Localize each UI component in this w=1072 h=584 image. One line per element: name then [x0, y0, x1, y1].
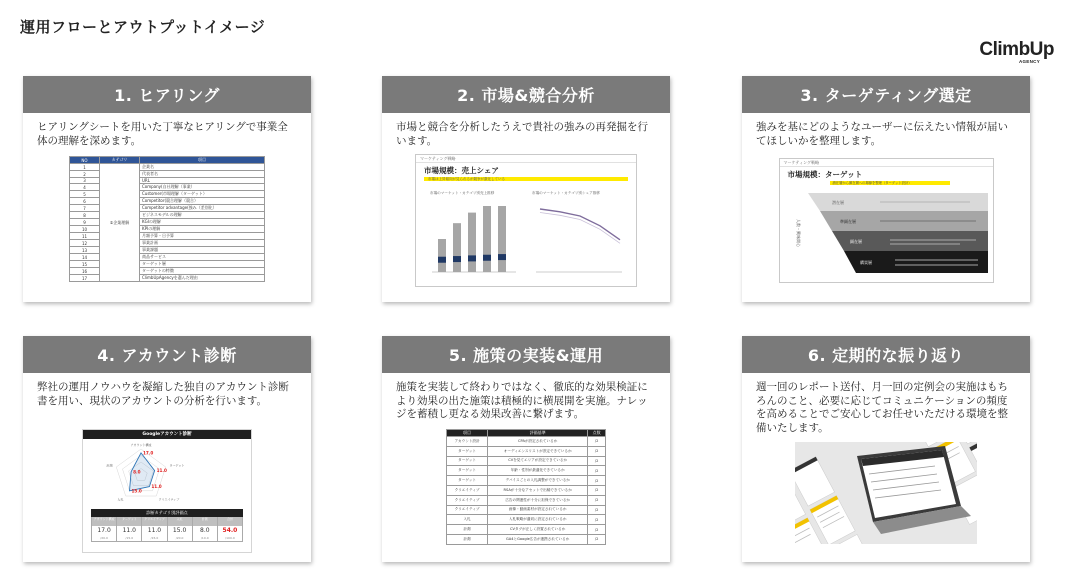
funnel-level-1-label: 潜在層 — [831, 200, 844, 205]
market-bar-segment — [453, 256, 461, 262]
table-row: 6 Competitor(競合理解（競合） — [70, 198, 265, 205]
table-row: 15 ターゲット層 — [70, 261, 265, 268]
step-card-account-diagnosis — [23, 336, 311, 562]
score-column-header: 合計 — [218, 517, 242, 526]
criteria-table-header: 点数 — [588, 430, 606, 437]
score-value: 15.0 — [172, 527, 187, 534]
step-card-hearing — [23, 76, 311, 302]
table-row: ターゲット CVを見てエリアが設定できているか /2 — [447, 456, 606, 466]
slide-title: 市場規模：ターゲット — [787, 170, 863, 179]
score-column — [168, 517, 193, 542]
right-chart-caption: 市場のマーケット・カテゴリ別シェア推移 — [532, 191, 600, 195]
report-documents-illustration — [795, 442, 977, 544]
score-column-header: アカウント構成 — [92, 517, 116, 526]
market-charts — [416, 186, 636, 286]
hearing-table-header: 項目 — [140, 157, 265, 164]
funnel-axis-label: 人数・興味関心 — [795, 219, 801, 247]
page-title: 運用フローとアウトプットイメージ — [20, 18, 266, 36]
table-row: クリエイティブ 広告の関連性が十分に担保できているか /2 — [447, 495, 606, 505]
table-row: 計測 GA4とGoogle広告が連携されているか /2 — [447, 534, 606, 544]
table-row: 3 URL — [70, 178, 265, 184]
slide-highlight: 潜在層から顕在層への導線を整理（ターゲット設計） — [830, 181, 950, 185]
score-column — [92, 517, 117, 542]
funnel-level-4-label: 購買層 — [859, 260, 872, 265]
hearing-table-header: カテゴリ — [100, 157, 140, 164]
market-bar-segment — [483, 255, 491, 261]
step-heading: 6. 定期的な振り返り — [742, 336, 1030, 373]
table-row: 8 ビジネスモデルの理解 — [70, 212, 265, 219]
market-bar-total — [483, 206, 491, 272]
score-value: 11.0 — [147, 527, 162, 534]
table-row: クリエイティブ RSAが十分なアセットで出稿できているか /2 — [447, 485, 606, 495]
score-max: /10.0 — [200, 536, 209, 540]
score-max: /15.0 — [150, 536, 159, 540]
radar-axis-label: 計測 — [106, 463, 113, 468]
score-max: /20.0 — [100, 536, 108, 540]
step-description: 強みを基にどのようなユーザーに伝えたい情報が届いてほしいかを整理します。 — [756, 121, 1008, 147]
table-row: 7 Competitor advantage(強み（差別化） — [70, 205, 265, 212]
table-row: 5 Customer(市場理解（ターゲット） — [70, 191, 265, 198]
criteria-table-header: 評価基準 — [488, 430, 588, 437]
target-funnel-slide-image — [779, 158, 994, 283]
score-column-header: ターゲット — [117, 517, 141, 526]
table-row: 10 KPIの理解 — [70, 226, 265, 233]
score-column — [117, 517, 142, 542]
table-row: 16 ターゲットの特徴 — [70, 268, 265, 275]
table-row: アカウント設計 CPAが設定されているか /2 — [447, 437, 606, 447]
logo-subtitle: AGENCY — [1018, 59, 1040, 64]
radar-axis-label: ターゲット — [169, 463, 185, 468]
score-column-header: 計測 — [193, 517, 217, 526]
funnel-level-2-label: 準顕在層 — [839, 219, 856, 224]
step-heading: 3. ターゲティング選定 — [742, 76, 1030, 113]
step-card-targeting — [742, 76, 1030, 302]
account-diagnosis-sheet-image — [82, 429, 252, 553]
climbup-agency-logo — [979, 40, 1054, 64]
slide-topbar: マーケティング戦略 — [780, 159, 993, 167]
hearing-table-header: NO — [70, 157, 100, 164]
radar-value-label: 8.0 — [133, 469, 141, 475]
table-row: ターゲット オーディエンスリストが設定できているか /2 — [447, 446, 606, 456]
score-column-header: クリエイティブ — [142, 517, 166, 526]
radar-value-label: 17.0 — [143, 450, 154, 456]
left-chart-caption: 市場のマーケット・カテゴリ別売上推移 — [430, 191, 495, 195]
diagnosis-sheet-title: Googleアカウント診断 — [83, 430, 251, 439]
radar-axis-label: アカウント構成 — [130, 443, 152, 447]
share-trend-line-secondary — [540, 213, 620, 244]
table-row: 17 ClimbUpAgencyを選んだ理由 — [70, 275, 265, 282]
table-row: 9 KGIの理解 — [70, 219, 265, 226]
score-column-header: 入札 — [168, 517, 192, 526]
market-bar-total — [453, 223, 461, 272]
score-column — [142, 517, 167, 542]
criteria-table-header: 項目 — [447, 430, 488, 437]
table-row: 2 代表者名 — [70, 171, 265, 178]
market-bar-segment — [498, 254, 506, 260]
hearing-sheet-table — [69, 156, 265, 282]
table-row: 4 Company(自社理解（事業） — [70, 184, 265, 191]
table-row: 13 事業課題 — [70, 247, 265, 254]
step-description: 弊社の運用ノウハウを凝縮した独自のアカウント診断書を用い、現状のアカウントの分析を行います。 — [37, 381, 289, 407]
step-card-market-analysis — [382, 76, 670, 302]
market-bar-segment — [438, 257, 446, 263]
table-row: ターゲット デバイスごとの入札調整ができているか /2 — [447, 476, 606, 486]
score-max: /15.0 — [125, 536, 134, 540]
table-row: 12 事業計画 — [70, 240, 265, 247]
target-funnel-diagram — [780, 189, 993, 283]
score-value: 17.0 — [97, 527, 111, 534]
score-max: /100.0 — [225, 536, 235, 540]
step-description: 施策を実装して終わりではなく、徹底的な効果検証により効果の出た施策は積極的に横展開を実施。ナレッジを蓄積し更なる効果改善に繋げます。 — [396, 381, 648, 420]
table-row: クリエイティブ 画像・動画素材が設定されているか /2 — [447, 505, 606, 515]
logo-wordmark: ClimbUp — [979, 39, 1054, 60]
market-bar-segment — [468, 255, 476, 261]
table-row: ターゲット 年齢・性別が最適化できているか /2 — [447, 466, 606, 476]
table-row: 11 月額予算・日予算 — [70, 233, 265, 240]
step-heading: 1. ヒアリング — [23, 76, 311, 113]
score-value: 54.0 — [222, 527, 238, 534]
score-max: /20.0 — [175, 536, 184, 540]
step-description: ヒアリングシートを用いた丁寧なヒアリングで事業全体の理解を深めます。 — [37, 121, 288, 147]
step-card-implementation — [382, 336, 670, 562]
table-row: 入札 入札戦略が適切に設定されているか /2 — [447, 515, 606, 525]
slide-topbar: マーケティング戦略 — [416, 155, 636, 163]
step-heading: 5. 施策の実装&運用 — [382, 336, 670, 373]
radar-axis-label: クリエイティブ — [158, 497, 180, 502]
table-row: 計測 CVタグが正しく設置されているか /2 — [447, 525, 606, 535]
radar-axis-label: 入札 — [117, 497, 124, 502]
step-description: 市場と競合を分析したうえで貴社の強みの再発掘を行います。 — [396, 121, 648, 147]
step-heading: 4. アカウント診断 — [23, 336, 311, 373]
score-value: 8.0 — [200, 527, 210, 534]
step-card-review — [742, 336, 1030, 562]
funnel-level-3-label: 顕在層 — [849, 239, 862, 244]
market-bar-total — [468, 213, 476, 272]
hearing-category: ①企業理解 — [100, 164, 140, 282]
market-bar-total — [498, 206, 506, 272]
score-column — [218, 517, 243, 542]
diagnosis-radar-chart — [83, 439, 251, 505]
radar-value-label: 11.0 — [156, 468, 167, 474]
market-share-slide-image — [415, 154, 637, 287]
table-row: 1 ①企業理解 企業名 — [70, 164, 265, 171]
hearing-sheet-image — [69, 156, 265, 282]
score-table-header: 診断カテゴリ別評価点 — [91, 509, 243, 517]
slide-highlight: 市場は上昇傾向が見られるが競争が激化している — [424, 177, 628, 181]
market-bar-total — [438, 239, 446, 272]
slide-title: 市場規模：売上シェア — [424, 166, 499, 175]
score-value: 11.0 — [122, 527, 136, 534]
step-heading: 2. 市場&競合分析 — [382, 76, 670, 113]
score-table — [91, 517, 243, 542]
step-description: 週一回のレポート送付、月一回の定例会の実施はもちろんのこと、必要に応じてコミュニケーションの頻度を高めることでご安心してお任せいただける環境を整備いたします。 — [756, 381, 1008, 434]
evaluation-criteria-table — [446, 429, 606, 545]
score-column — [193, 517, 218, 542]
radar-value-label: 15.0 — [131, 488, 142, 494]
table-row: 14 商品サービス — [70, 254, 265, 261]
report-laptop-photo — [795, 442, 977, 544]
radar-value-label: 11.0 — [151, 484, 162, 490]
